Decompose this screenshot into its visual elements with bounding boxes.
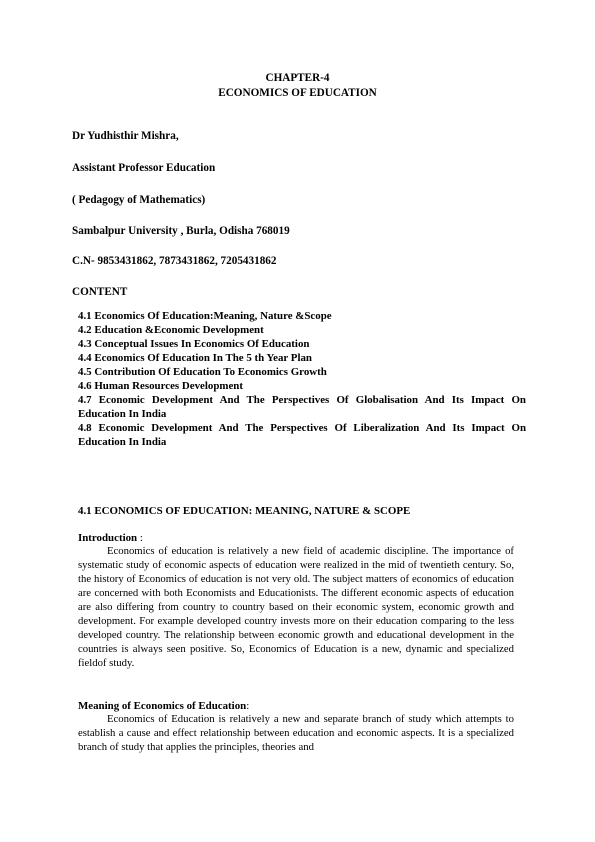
toc-item: 4.5 Contribution Of Education To Economics Growth — [78, 365, 327, 378]
meaning-heading — [78, 699, 249, 713]
author-name: Dr Yudhisthir Mishra, — [72, 130, 179, 142]
section-heading: 4.1 ECONOMICS OF EDUCATION: MEANING, NATURE & SCOPE — [78, 505, 411, 517]
author-contact: C.N- 9853431862, 7873431862, 7205431862 — [72, 255, 277, 267]
author-position: Assistant Professor Education — [72, 162, 216, 174]
introduction-label: Introduction — [78, 532, 138, 544]
introduction-colon: : — [137, 532, 143, 544]
introduction-paragraph: Economics of education is relatively a new field of academic discipline. The importance of systematic study of economic aspects of education were realized in the mid of twentieth century. So, the history of Economics of education is not very old. The subject matters of economics of education are concerned with both Economists and Educationists. The different economic aspects of education are also differing from country to country based on their economic system, economic growth and development. For example developed country invests more on their education comparing to the less developed country. The relationship between economic growth and educational development in the countries is always seen positive. So, Economics of Education is a new, dynamic and specialized fieldof study. — [78, 545, 514, 669]
meaning-label: Meaning of Economics of Education — [78, 700, 247, 712]
toc-item: 4.7 Economic Development And The Perspectives Of Globalisation And Its Impact On Education In India — [78, 393, 526, 420]
meaning-colon: : — [246, 700, 250, 712]
content-heading: CONTENT — [72, 286, 128, 298]
chapter-number: CHAPTER-4 — [265, 72, 330, 84]
author-specialization: ( Pedagogy of Mathematics) — [72, 194, 206, 206]
table-of-contents — [78, 310, 526, 450]
toc-item: 4.3 Conceptual Issues In Economics Of Education — [78, 337, 310, 350]
chapter-header — [0, 71, 595, 101]
meaning-paragraph: Economics of Education is relatively a new and separate branch of study which attempts to establish a cause and effect relationship between education and economic aspects. It is a specialized branch of study that applies the principles, theories and — [78, 713, 514, 753]
toc-item: 4.8 Economic Development And The Perspectives Of Liberalization And Its Impact On Education In India — [78, 421, 526, 448]
toc-item: 4.2 Education &Economic Development — [78, 323, 264, 336]
chapter-title: ECONOMICS OF EDUCATION — [218, 87, 377, 99]
author-affiliation: Sambalpur University , Burla, Odisha 768019 — [72, 225, 290, 237]
introduction-heading — [78, 531, 143, 545]
toc-item: 4.6 Human Resources Development — [78, 379, 243, 392]
toc-item: 4.1 Economics Of Education:Meaning, Nature &Scope — [78, 310, 332, 322]
toc-item: 4.4 Economics Of Education In The 5 th Year Plan — [78, 351, 312, 364]
